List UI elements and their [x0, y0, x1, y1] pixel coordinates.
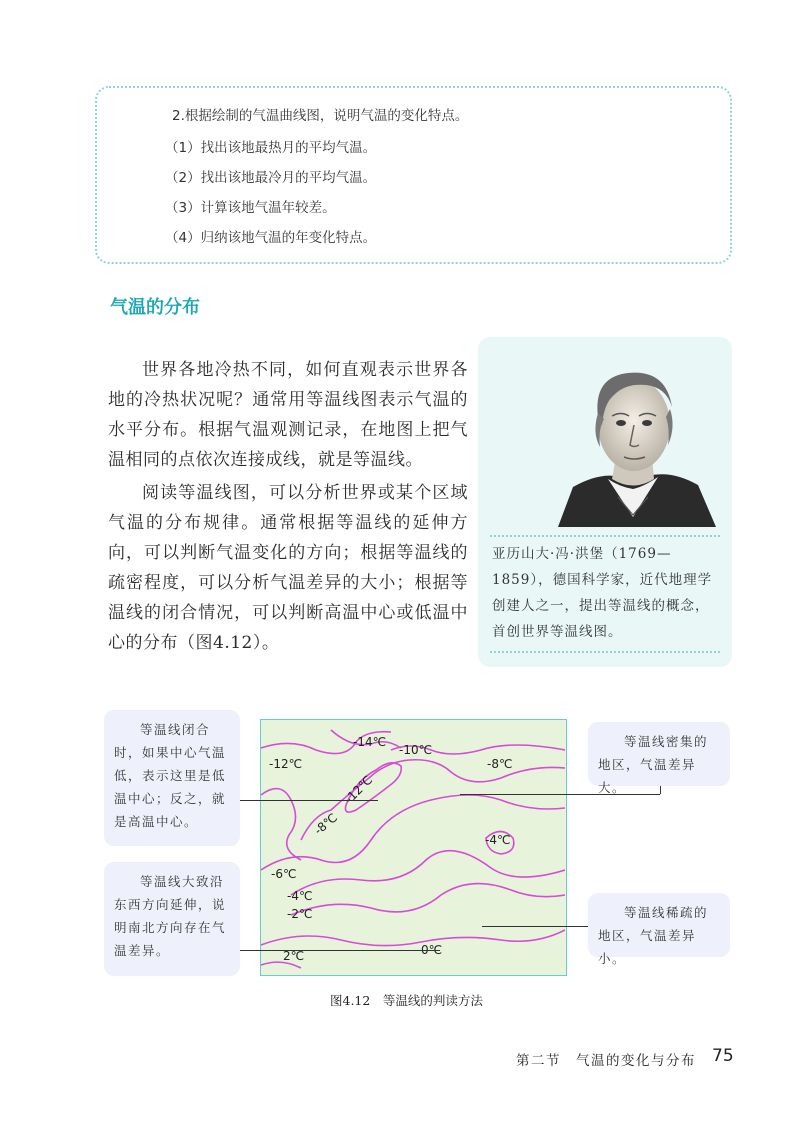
label-minus2: -2℃ [287, 907, 313, 921]
label-minus4-center: -4℃ [485, 833, 511, 847]
callout-sparse: 等温线稀疏的地区，气温差异小。 [588, 893, 730, 957]
callout-dense: 等温线密集的地区，气温差异大。 [588, 722, 730, 786]
isotherm-lines [261, 720, 565, 974]
label-minus4: -4℃ [287, 889, 313, 903]
callout-east-west: 等温线大致沿东西方向延伸，说明南北方向存在气温差异。 [104, 862, 240, 976]
leader-line [482, 926, 588, 927]
page-number: 75 [712, 1046, 734, 1066]
activity-question: 2.根据绘制的气温曲线图，说明气温的变化特点。 [172, 108, 469, 124]
body-text [108, 355, 468, 661]
divider [490, 651, 720, 653]
callout-closed-isotherm: 等温线闭合时，如果中心气温低，表示这里是低温中心；反之，就是高温中心。 [104, 710, 240, 846]
portrait-caption: 亚历山大·冯·洪堡（1769—1859），德国科学家，近代地理学创建人之一，提出等温线的概念，首创世界等温线图。 [492, 546, 713, 640]
label-minus12: -12℃ [269, 757, 303, 771]
label-minus14: -14℃ [353, 735, 387, 749]
label-minus10: -10℃ [399, 743, 433, 757]
isotherm-map [260, 719, 567, 976]
paragraph: 世界各地冷热不同，如何直观表示世界各地的冷热状况呢？通常用等温线图表示气温的水平分布。根据气温观测记录，在地图上把气温相同的点依次连接成线，就是等温线。 [108, 360, 468, 470]
label-minus12-center: -12℃ [341, 772, 376, 807]
label-minus6: -6℃ [271, 867, 297, 881]
paragraph: 阅读等温线图，可以分析世界或某个区域气温的分布规律。通常根据等温线的延伸方向，可以判断气温变化的方向；根据等温线的疏密程度，可以分析气温差异的大小；根据等温线的闭合情况，可以判断高温中心或低温中心的分布（图4.12）。 [108, 483, 468, 653]
figure-caption: 图4.12 等温线的判读方法 [330, 993, 483, 1008]
activity-box [95, 86, 732, 264]
leader-line [240, 950, 440, 951]
label-zero: 0℃ [421, 943, 443, 957]
activity-item: （1）找出该地最热月的平均气温。 [165, 140, 377, 156]
leader-line [240, 800, 378, 801]
leader-line [460, 794, 660, 795]
label-2: 2℃ [283, 949, 305, 963]
activity-item: （2）找出该地最冷月的平均气温。 [165, 170, 377, 186]
label-minus8: -8℃ [487, 757, 513, 771]
section-title: 气温的分布 [110, 297, 200, 318]
portrait-box [478, 337, 732, 667]
label-minus8-b: -8℃ [311, 810, 340, 838]
activity-item: （3）计算该地气温年较差。 [165, 200, 336, 216]
leader-line [660, 786, 661, 794]
humboldt-portrait-image [548, 347, 718, 527]
divider [490, 535, 720, 537]
activity-item: （4）归纳该地气温的年变化特点。 [165, 230, 377, 246]
footer-section: 第二节 气温的变化与分布 [516, 1053, 696, 1069]
